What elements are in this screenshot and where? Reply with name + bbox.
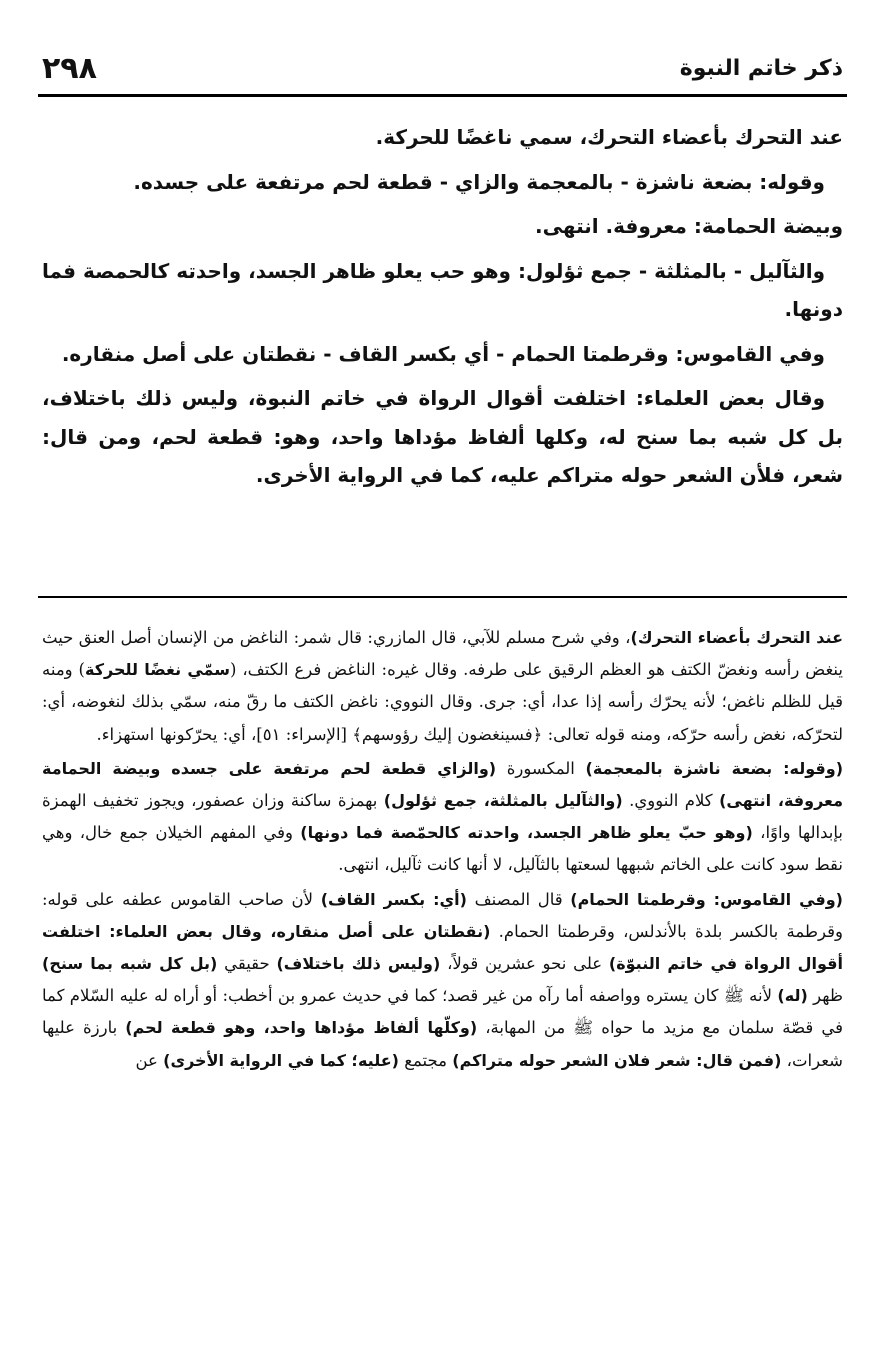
- commentary-text-run: مجتمع: [398, 1050, 453, 1070]
- commentary-paragraph-2: [42, 753, 843, 882]
- commentary-divider: [38, 596, 847, 598]
- chapter-title: ذكر خاتم النبوة: [679, 55, 843, 81]
- commentary-text-run: لأنه ﷺ كان يستره وواصفه أما رآه من غير قصد؛ كما في حديث عمرو بن أخطب: أو أراه له عليه السّلام كما في قصّة سلمان مع مزيد ما حواه ﷺ من المهابة،: [42, 986, 843, 1038]
- page-number: ٢٩٨: [42, 50, 97, 86]
- commentary-text-run: حقيقي: [217, 954, 277, 974]
- main-paragraph-4: والثآليل - بالمثلثة - جمع ثؤلول: وهو حب يعلو ظاهر الجسد، واحدته كالحمصة فما دونها.: [42, 258, 843, 321]
- commentary-quote: (له): [777, 986, 808, 1006]
- commentary-text-run: ظهر: [807, 986, 843, 1006]
- main-paragraph-6: وقال بعض العلماء: اختلفت أقوال الرواة في خاتم النبوة، وليس ذلك باختلاف، بل كل شبه بما سنح له، وكلها ألفاظ مؤداها واحد، وهو: قطعة لحم، ومن قال: شعر، فلأن الشعر حوله متراكم عليه، كما في الرواية الأخرى.: [42, 386, 843, 487]
- commentary-quote: (والزاي قطعة لحم مرتفعة على جسده وبيضة الحمامة معروفة، انتهى): [42, 758, 843, 811]
- commentary-quote: (فمن قال: شعر فلان الشعر حوله متراكم): [452, 1050, 782, 1070]
- commentary-text-run: عن: [135, 1050, 164, 1070]
- commentary-quote: (وهو حبّ يعلو ظاهر الجسد، واحدته كالحمّصة فما دونها): [300, 823, 753, 843]
- commentary-quote: سمّي نغضًا للحركة: [85, 660, 230, 680]
- commentary-quote: (وليس ذلك باختلاف): [276, 954, 441, 974]
- commentary-paragraph-1: [42, 622, 843, 751]
- commentary-quote: (عليه؛ كما في الرواية الأخرى): [163, 1050, 399, 1070]
- main-paragraph-5: وفي القاموس: وقرطمتا الحمام - أي بكسر القاف - نقطتان على أصل منقاره.: [61, 341, 825, 366]
- main-paragraph-1: عند التحرك بأعضاء التحرك، سمي ناغضًا للحركة.: [375, 125, 843, 149]
- page-header: [42, 50, 843, 86]
- header-rule: [38, 94, 847, 97]
- commentary-text-run: ، وفي شرح مسلم للآبي، قال المازري: قال شمر: الناغض من الإنسان أصل العنق حيث ينغض رأسه ونغضّ الكتف هو العظم الرقيق على طرفه. وقال غيره: الناغض فرع الكتف، (: [42, 628, 843, 680]
- commentary-quote: (وفي القاموس: وقرطمتا الحمام): [570, 889, 843, 909]
- commentary-quote: (نقطتان على أصل منقاره، وقال بعض العلماء: اختلفت أقوال الرواة في خاتم النبوّة): [42, 921, 843, 974]
- commentary-text-run: بارزة عليها شعرات،: [42, 1018, 843, 1070]
- commentary-text-run: على نحو عشرين قولاً،: [440, 954, 609, 974]
- commentary-text: [42, 622, 843, 1079]
- commentary-quote: (والثآليل بالمثلثة، جمع ثؤلول): [383, 791, 623, 811]
- commentary-text-run: المكسورة: [496, 758, 586, 778]
- commentary-quote: (بل كل شبه بما سنح): [42, 954, 218, 974]
- commentary-quote: (وكلّها ألفاظ مؤداها واحد، وهو قطعة لحم): [125, 1018, 478, 1038]
- commentary-quote: عند التحرك بأعضاء التحرك): [630, 628, 844, 647]
- commentary-quote: (أي: بكسر القاف): [320, 889, 467, 909]
- commentary-paragraph-3: [42, 884, 843, 1077]
- main-paragraph-3: وبيضة الحمامة: معروفة. انتهى.: [535, 214, 843, 238]
- commentary-quote: (وقوله: بضعة ناشزة بالمعجمة): [585, 758, 844, 778]
- commentary-text-run: لأن صاحب القاموس عطفه على قوله: وقرطمة بالكسر بلدة بالأندلس، وقرطمتا الحمام.: [42, 889, 843, 941]
- main-paragraph-2: وقوله: بضعة ناشزة - بالمعجمة والزاي - قطعة لحم مرتفعة على جسده.: [133, 169, 825, 194]
- commentary-text-run: قال المصنف: [466, 889, 571, 909]
- commentary-text-run: بهمزة ساكنة وزان عصفور، ويجوز تخفيف الهمزة بإبدالها واوًا،: [42, 791, 843, 843]
- commentary-text-run: وفي المفهم الخيلان جمع خال، وهي نقط سود كانت على الخاتم شبهها لسعتها بالثآليل، لا أنها كانت ثآليل، انتهى.: [42, 823, 843, 875]
- commentary-text-run: ) ومنه قيل للظلم ناغض؛ لأنه يحرّك رأسه إذا عدا، أي: جرى. وقال النووي: ناغض الكتف ما رقّ منه، سمّي بذلك لنغوضه، أي: لتحرّكه، نغض رأسه حرّكه، ومنه قوله تعالى: ﴿فسينغضون إليك رؤوسهم﴾ [الإسراء: ٥١]، أي: يحرّكونها استهزاء.: [42, 660, 843, 744]
- commentary-text-run: كلام النووي.: [622, 791, 720, 811]
- main-text: [42, 118, 843, 501]
